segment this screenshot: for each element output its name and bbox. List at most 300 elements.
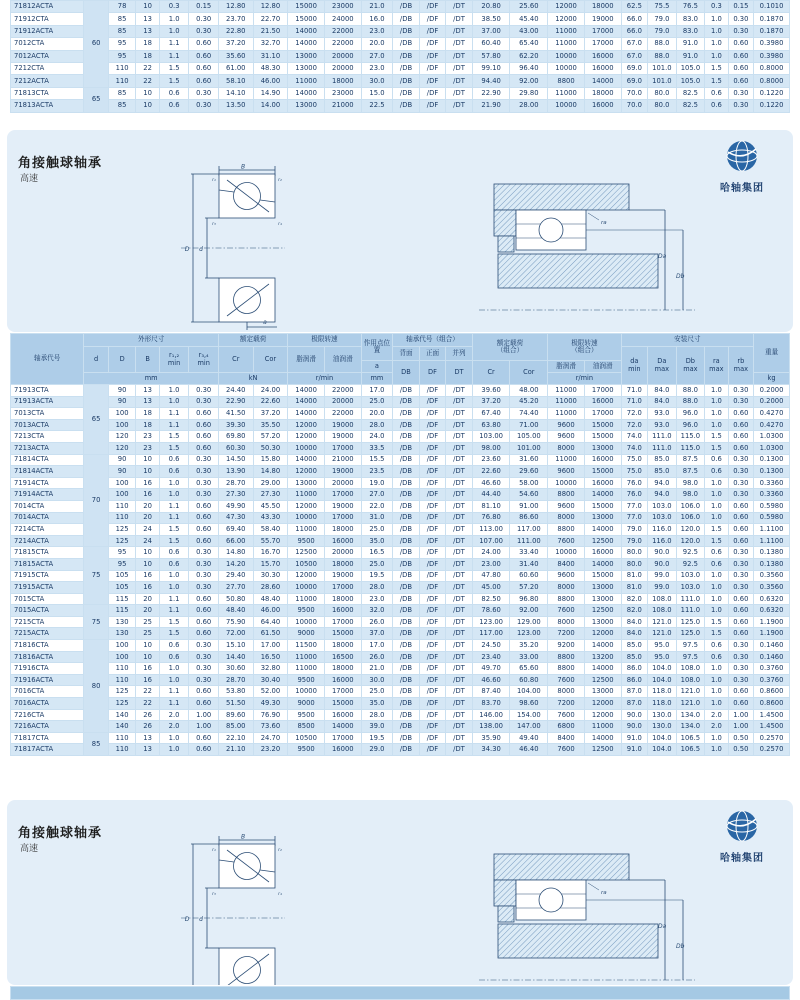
combo-suffix-cell: /DF xyxy=(419,593,446,605)
value-cell: 21000 xyxy=(324,454,361,466)
col-header-r12-min: r₁,₂ min xyxy=(159,347,189,373)
value-cell: 14000 xyxy=(584,663,621,675)
value-cell: 9200 xyxy=(548,640,585,652)
value-cell: 10 xyxy=(136,100,159,112)
value-cell: 18000 xyxy=(584,87,621,99)
combo-suffix-cell: /DF xyxy=(419,640,446,652)
table-row xyxy=(11,732,790,744)
bore-diameter-cell: 75 xyxy=(84,547,108,605)
combo-suffix-cell: /DF xyxy=(419,535,446,547)
table-row xyxy=(11,431,790,443)
value-cell: 14000 xyxy=(288,38,325,50)
value-cell: 0.30 xyxy=(728,663,754,675)
value-cell: 15.5 xyxy=(361,454,393,466)
combo-suffix-cell: /DT xyxy=(446,628,473,640)
value-cell: 1.00 xyxy=(189,721,219,733)
dim-label-r4: r₄ xyxy=(278,222,282,227)
bearing-code-cell: 71913ACTA xyxy=(11,396,84,408)
value-cell: 22.90 xyxy=(472,87,510,99)
value-cell: 0.60 xyxy=(728,408,754,420)
value-cell: 0.60 xyxy=(728,535,754,547)
value-cell: 120 xyxy=(108,442,136,454)
value-cell: 0.60 xyxy=(189,500,219,512)
combo-suffix-cell: /DB xyxy=(393,87,420,99)
value-cell: 10 xyxy=(136,87,159,99)
dim-label-ra: ra xyxy=(601,890,607,896)
value-cell: 1.0300 xyxy=(754,442,790,454)
value-cell: 0.30 xyxy=(728,25,753,37)
value-cell: 21.10 xyxy=(218,744,253,756)
value-cell: 8000 xyxy=(548,686,585,698)
value-cell: 107.00 xyxy=(472,535,510,547)
value-cell: 15000 xyxy=(584,431,621,443)
combo-suffix-cell: /DF xyxy=(419,547,446,559)
unit-rpm-combo: r/min xyxy=(548,373,621,385)
value-cell: 24 xyxy=(136,535,159,547)
dim-label-Db: Db xyxy=(676,943,685,950)
value-cell: 1.0 xyxy=(159,744,189,756)
value-cell: 57.20 xyxy=(253,431,288,443)
value-cell: 12000 xyxy=(288,466,325,478)
value-cell: 0.30 xyxy=(189,13,219,25)
value-cell: 23000 xyxy=(324,87,361,99)
dim-label-D: D xyxy=(184,916,190,923)
value-cell: 13000 xyxy=(584,686,621,698)
value-cell: 76.80 xyxy=(472,512,510,524)
value-cell: 22000 xyxy=(324,38,361,50)
value-cell: 17000 xyxy=(324,442,361,454)
col-header-a: a xyxy=(361,361,393,373)
combo-suffix-cell: /DT xyxy=(446,408,473,420)
unit-kg: kg xyxy=(754,373,790,385)
combo-suffix-cell: /DF xyxy=(419,419,446,431)
value-cell: 22 xyxy=(136,75,159,87)
value-cell: 18 xyxy=(136,419,159,431)
value-cell: 48.40 xyxy=(218,605,253,617)
col-header-DT: DT xyxy=(446,361,473,385)
value-cell: 14000 xyxy=(288,385,325,397)
value-cell: 1.0 xyxy=(159,732,189,744)
combo-suffix-cell: /DF xyxy=(419,408,446,420)
value-cell: 73.60 xyxy=(253,721,288,733)
value-cell: 95 xyxy=(108,547,136,559)
dim-label-r2: r₂ xyxy=(278,848,282,853)
value-cell: 23.60 xyxy=(472,454,510,466)
value-cell: 11500 xyxy=(288,640,325,652)
value-cell: 0.60 xyxy=(189,628,219,640)
bore-diameter-cell: 80 xyxy=(84,640,108,733)
col-header-DB: DB xyxy=(393,361,420,385)
table-row xyxy=(11,442,790,454)
combo-suffix-cell: /DF xyxy=(419,651,446,663)
unit-rpm: r/min xyxy=(288,373,361,385)
col-header-oil: 油润滑 xyxy=(324,347,361,373)
value-cell: 9600 xyxy=(548,500,585,512)
value-cell: 11000 xyxy=(288,651,325,663)
value-cell: 10 xyxy=(136,454,159,466)
combo-suffix-cell: /DT xyxy=(446,605,473,617)
value-cell: 0.6 xyxy=(705,547,728,559)
value-cell: 1.1 xyxy=(159,698,189,710)
combo-suffix-cell: /DF xyxy=(419,628,446,640)
value-cell: 0.60 xyxy=(728,686,754,698)
value-cell: 17000 xyxy=(584,408,621,420)
value-cell: 91.0 xyxy=(676,38,705,50)
value-cell: 108.0 xyxy=(676,663,705,675)
value-cell: 85 xyxy=(108,87,136,99)
value-cell: 11000 xyxy=(288,524,325,536)
value-cell: 8800 xyxy=(548,663,585,675)
combo-suffix-cell: /DB xyxy=(393,698,420,710)
value-cell: 85 xyxy=(108,25,136,37)
value-cell: 9500 xyxy=(288,744,325,756)
value-cell: 25.0 xyxy=(361,558,393,570)
value-cell: 88.0 xyxy=(648,50,677,62)
combo-suffix-cell: /DB xyxy=(393,385,420,397)
combo-suffix-cell: /DF xyxy=(419,75,446,87)
value-cell: 0.6 xyxy=(159,466,189,478)
value-cell: 10 xyxy=(136,640,159,652)
value-cell: 1.0 xyxy=(705,419,728,431)
bearing-code-cell: 7214ACTA xyxy=(11,535,84,547)
value-cell: 28.00 xyxy=(510,100,548,112)
value-cell: 14.00 xyxy=(253,100,288,112)
value-cell: 130 xyxy=(108,616,136,628)
value-cell: 22 xyxy=(136,698,159,710)
bearing-code-cell: 7013ACTA xyxy=(11,419,84,431)
value-cell: 1.0 xyxy=(705,512,728,524)
value-cell: 0.30 xyxy=(189,582,219,594)
value-cell: 13 xyxy=(136,25,159,37)
value-cell: 0.30 xyxy=(728,489,754,501)
table-row xyxy=(11,628,790,640)
value-cell: 61.50 xyxy=(253,628,288,640)
value-cell: 27.0 xyxy=(361,50,393,62)
value-cell: 2.0 xyxy=(705,721,728,733)
value-cell: 22000 xyxy=(324,408,361,420)
value-cell: 0.60 xyxy=(728,50,753,62)
value-cell: 0.3360 xyxy=(754,489,790,501)
value-cell: 118.0 xyxy=(648,698,677,710)
combo-suffix-cell: /DT xyxy=(446,535,473,547)
table-row xyxy=(11,605,790,617)
value-cell: 0.30 xyxy=(728,87,753,99)
value-cell: 11000 xyxy=(288,663,325,675)
value-cell: 14000 xyxy=(288,87,325,99)
value-cell: 23 xyxy=(136,442,159,454)
value-cell: 14000 xyxy=(324,721,361,733)
value-cell: 23.00 xyxy=(472,558,510,570)
value-cell: 0.60 xyxy=(728,698,754,710)
section-title: 角接触球轴承 xyxy=(18,826,103,841)
value-cell: 20000 xyxy=(324,547,361,559)
value-cell: 13000 xyxy=(584,442,621,454)
value-cell: 18000 xyxy=(584,1,621,13)
bearing-code-cell: 71916ACTA xyxy=(11,674,84,686)
value-cell: 43.30 xyxy=(253,512,288,524)
value-cell: 75.0 xyxy=(621,454,648,466)
value-cell: 0.3980 xyxy=(754,38,790,50)
value-cell: 22.80 xyxy=(218,25,253,37)
value-cell: 91.00 xyxy=(510,500,548,512)
dim-label-a: a xyxy=(263,319,267,326)
value-cell: 12000 xyxy=(548,13,585,25)
value-cell: 14000 xyxy=(288,408,325,420)
value-cell: 7600 xyxy=(548,535,585,547)
combo-suffix-cell: /DF xyxy=(419,50,446,62)
combo-suffix-cell: /DF xyxy=(419,663,446,675)
value-cell: 49.40 xyxy=(510,732,548,744)
table-row xyxy=(11,466,790,478)
value-cell: 76.0 xyxy=(621,489,648,501)
value-cell: 16000 xyxy=(324,535,361,547)
value-cell: 69.0 xyxy=(621,75,648,87)
value-cell: 75.0 xyxy=(621,466,648,478)
bearing-code-cell: 7013CTA xyxy=(11,408,84,420)
value-cell: 1.5 xyxy=(159,628,189,640)
value-cell: 60.30 xyxy=(218,442,253,454)
value-cell: 1.0 xyxy=(705,50,728,62)
value-cell: 16.5 xyxy=(361,547,393,559)
value-cell: 16.0 xyxy=(361,13,393,25)
value-cell: 0.3560 xyxy=(754,570,790,582)
value-cell: 12000 xyxy=(288,431,325,443)
value-cell: 10 xyxy=(136,547,159,559)
combo-suffix-cell: /DT xyxy=(446,732,473,744)
value-cell: 0.2570 xyxy=(754,732,790,744)
value-cell: 43.00 xyxy=(510,25,548,37)
value-cell: 62.5 xyxy=(621,1,648,13)
value-cell: 0.3760 xyxy=(754,674,790,686)
value-cell: 123.00 xyxy=(472,616,510,628)
value-cell: 70.0 xyxy=(621,87,648,99)
table-row xyxy=(11,640,790,652)
value-cell: 0.30 xyxy=(728,396,754,408)
combo-suffix-cell: /DB xyxy=(393,663,420,675)
combo-suffix-cell: /DB xyxy=(393,477,420,489)
value-cell: 0.3980 xyxy=(754,50,790,62)
value-cell: 1.1 xyxy=(159,593,189,605)
value-cell: 125 xyxy=(108,686,136,698)
col-header-Da-max: Da max xyxy=(648,347,677,385)
value-cell: 27.30 xyxy=(218,489,253,501)
value-cell: 20 xyxy=(136,500,159,512)
col-header-combo-grease: 脂润滑 xyxy=(548,361,585,373)
value-cell: 1.0 xyxy=(705,582,728,594)
value-cell: 0.6 xyxy=(705,558,728,570)
value-cell: 49.30 xyxy=(253,698,288,710)
value-cell: 0.30 xyxy=(189,396,219,408)
bearing-code-cell: 7016ACTA xyxy=(11,698,84,710)
value-cell: 20 xyxy=(136,605,159,617)
value-cell: 29.0 xyxy=(361,744,393,756)
value-cell: 111.0 xyxy=(676,593,705,605)
value-cell: 28.0 xyxy=(361,582,393,594)
value-cell: 9500 xyxy=(288,535,325,547)
value-cell: 17000 xyxy=(324,512,361,524)
table-row xyxy=(11,62,790,74)
table-row xyxy=(11,582,790,594)
value-cell: 15000 xyxy=(324,698,361,710)
value-cell: 12500 xyxy=(584,744,621,756)
value-cell: 8000 xyxy=(548,616,585,628)
table-row xyxy=(11,686,790,698)
value-cell: 103.0 xyxy=(676,570,705,582)
value-cell: 22.10 xyxy=(218,732,253,744)
value-cell: 66.00 xyxy=(218,535,253,547)
value-cell: 138.00 xyxy=(472,721,510,733)
value-cell: 0.60 xyxy=(728,431,754,443)
value-cell: 13000 xyxy=(288,50,325,62)
combo-suffix-cell: /DF xyxy=(419,732,446,744)
value-cell: 58.00 xyxy=(510,477,548,489)
value-cell: 0.60 xyxy=(189,50,219,62)
value-cell: 0.60 xyxy=(189,616,219,628)
value-cell: 12000 xyxy=(288,419,325,431)
value-cell: 18000 xyxy=(324,558,361,570)
value-cell: 19000 xyxy=(324,419,361,431)
section-banner xyxy=(7,800,793,985)
value-cell: 49.70 xyxy=(472,663,510,675)
value-cell: 1.1 xyxy=(159,605,189,617)
bearing-code-cell: 71815ACTA xyxy=(11,558,84,570)
value-cell: 81.0 xyxy=(621,582,648,594)
value-cell: 1.5 xyxy=(705,431,728,443)
value-cell: 85.00 xyxy=(218,721,253,733)
col-group-combo-code: 轴承代号（组合） xyxy=(393,334,473,347)
value-cell: 104.0 xyxy=(648,732,677,744)
value-cell: 16000 xyxy=(584,100,621,112)
mounting-dimensions-diagram xyxy=(469,180,701,328)
value-cell: 7600 xyxy=(548,744,585,756)
combo-suffix-cell: /DF xyxy=(419,721,446,733)
value-cell: 39.60 xyxy=(472,385,510,397)
value-cell: 85 xyxy=(108,100,136,112)
dim-label-r4: r₄ xyxy=(278,892,282,897)
mounting-dimensions-diagram xyxy=(469,850,701,985)
value-cell: 16000 xyxy=(324,709,361,721)
value-cell: 1.5 xyxy=(705,442,728,454)
value-cell: 55.70 xyxy=(253,535,288,547)
value-cell: 14.50 xyxy=(218,454,253,466)
value-cell: 9000 xyxy=(288,628,325,640)
value-cell: 1.1 xyxy=(159,500,189,512)
value-cell: 22.90 xyxy=(218,396,253,408)
value-cell: 61.00 xyxy=(218,62,253,74)
value-cell: 97.5 xyxy=(676,651,705,663)
value-cell: 35.0 xyxy=(361,698,393,710)
value-cell: 1.4500 xyxy=(754,721,790,733)
value-cell: 1.0 xyxy=(705,408,728,420)
company-logo xyxy=(705,808,779,864)
value-cell: 10000 xyxy=(548,547,585,559)
value-cell: 92.00 xyxy=(510,75,548,87)
value-cell: 22000 xyxy=(324,25,361,37)
combo-suffix-cell: /DF xyxy=(419,385,446,397)
table-row xyxy=(11,616,790,628)
value-cell: 0.4270 xyxy=(754,419,790,431)
value-cell: 130.0 xyxy=(648,721,677,733)
combo-suffix-cell: /DB xyxy=(393,500,420,512)
combo-suffix-cell: /DT xyxy=(446,686,473,698)
value-cell: 14000 xyxy=(288,396,325,408)
value-cell: 1.5 xyxy=(705,616,728,628)
section-banner xyxy=(7,130,793,332)
value-cell: 8800 xyxy=(548,489,585,501)
combo-suffix-cell: /DB xyxy=(393,651,420,663)
value-cell: 0.6 xyxy=(159,640,189,652)
value-cell: 84.0 xyxy=(621,616,648,628)
value-cell: 10000 xyxy=(288,512,325,524)
col-header-da-min: da min xyxy=(621,347,648,385)
col-header-Db-max: Db max xyxy=(676,347,705,385)
value-cell: 0.60 xyxy=(189,431,219,443)
value-cell: 38.50 xyxy=(472,13,510,25)
value-cell: 90.0 xyxy=(648,558,677,570)
value-cell: 1.1 xyxy=(159,419,189,431)
table-row xyxy=(11,1,790,13)
value-cell: 17000 xyxy=(324,489,361,501)
value-cell: 0.8000 xyxy=(754,62,790,74)
value-cell: 91.0 xyxy=(621,732,648,744)
value-cell: 27.30 xyxy=(253,489,288,501)
value-cell: 123.00 xyxy=(510,628,548,640)
value-cell: 16000 xyxy=(584,62,621,74)
value-cell: 1.4500 xyxy=(754,709,790,721)
value-cell: 105.0 xyxy=(676,75,705,87)
value-cell: 130 xyxy=(108,628,136,640)
bearing-table-continuation xyxy=(10,0,790,113)
value-cell: 105.00 xyxy=(510,431,548,443)
value-cell: 120 xyxy=(108,431,136,443)
value-cell: 13000 xyxy=(584,616,621,628)
value-cell: 99.0 xyxy=(648,570,677,582)
bearing-code-cell: 71813CTA xyxy=(11,87,84,99)
col-header-tandem: 并列 xyxy=(446,347,473,361)
combo-suffix-cell: /DB xyxy=(393,570,420,582)
value-cell: 10000 xyxy=(548,477,585,489)
value-cell: 69.40 xyxy=(218,524,253,536)
col-header-combo-Cr: Cr xyxy=(472,361,510,385)
value-cell: 44.40 xyxy=(472,489,510,501)
combo-suffix-cell: /DT xyxy=(446,1,473,13)
value-cell: 78 xyxy=(108,1,136,13)
combo-suffix-cell: /DT xyxy=(446,38,473,50)
value-cell: 8400 xyxy=(548,732,585,744)
combo-suffix-cell: /DB xyxy=(393,1,420,13)
value-cell: 13.90 xyxy=(218,466,253,478)
value-cell: 0.60 xyxy=(189,686,219,698)
col-header-d: d xyxy=(84,347,108,373)
value-cell: 16000 xyxy=(324,674,361,686)
value-cell: 25.0 xyxy=(361,686,393,698)
value-cell: 98.0 xyxy=(676,477,705,489)
value-cell: 0.60 xyxy=(728,500,754,512)
value-cell: 0.50 xyxy=(728,744,754,756)
value-cell: 79.0 xyxy=(648,25,677,37)
combo-load-line1: 额定载荷 xyxy=(496,338,524,347)
value-cell: 0.6 xyxy=(159,100,189,112)
bearing-code-cell: 7213CTA xyxy=(11,431,84,443)
value-cell: 7200 xyxy=(548,628,585,640)
value-cell: 0.30 xyxy=(728,547,754,559)
value-cell: 104.0 xyxy=(648,674,677,686)
value-cell: 48.00 xyxy=(510,385,548,397)
value-cell: 1.0 xyxy=(159,13,189,25)
value-cell: 14000 xyxy=(584,558,621,570)
value-cell: 96.0 xyxy=(676,408,705,420)
value-cell: 1.0 xyxy=(705,698,728,710)
